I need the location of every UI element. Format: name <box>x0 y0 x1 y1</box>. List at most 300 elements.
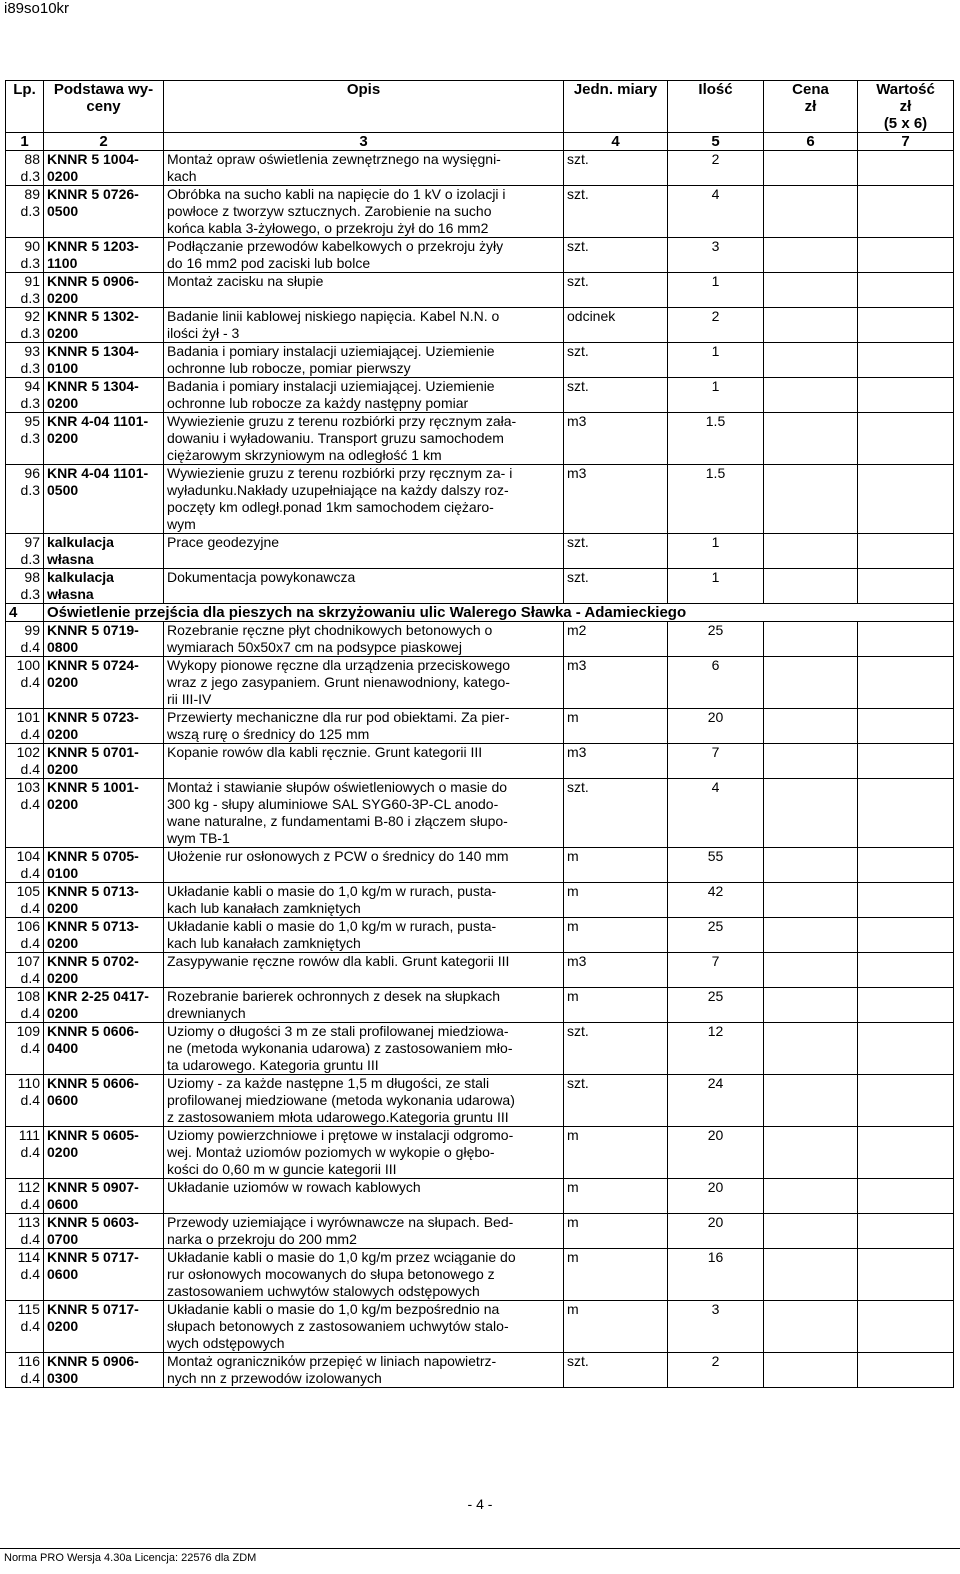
row-opis-text: Wywiezienie gruzu z terenu rozbiórki przy ręcznym za- i wyładunku.Nakłady uzupełniające na każdy dalszy roz- poczęty km odległ.ponad 1km samochodem ciężaro- wym <box>167 465 513 532</box>
row-lp <box>6 569 44 604</box>
row-opis-text: Kopanie rowów dla kabli ręcznie. Grunt kategorii III <box>167 744 483 760</box>
row-value <box>858 569 954 604</box>
row-price <box>764 1179 858 1214</box>
row-opis-text: Rozebranie barierek ochronnych z desek na słupkach drewnianych <box>167 988 501 1021</box>
section-row <box>6 604 954 622</box>
row-unit-text: szt. <box>567 378 589 394</box>
row-podstawa <box>44 744 164 779</box>
row-lp-text: 110 d.4 <box>17 1075 40 1108</box>
row-lp <box>6 1023 44 1075</box>
table-row <box>6 1127 954 1179</box>
row-podstawa <box>44 151 164 186</box>
row-qty <box>668 465 764 534</box>
row-podstawa <box>44 378 164 413</box>
row-value <box>858 413 954 465</box>
row-podstawa <box>44 1249 164 1301</box>
row-unit-text: m3 <box>567 744 587 760</box>
row-lp <box>6 238 44 273</box>
row-price <box>764 343 858 378</box>
row-price <box>764 1127 858 1179</box>
row-lp-text: 106 d.4 <box>16 918 40 951</box>
row-value <box>858 657 954 709</box>
row-value <box>858 988 954 1023</box>
row-opis-text: Montaż opraw oświetlenia zewnętrznego na wysięgni- kach <box>167 151 501 184</box>
colnum-5: 5 <box>668 133 764 151</box>
row-podstawa-text: kalkulacja własna <box>47 534 114 567</box>
row-opis <box>164 151 564 186</box>
table-row <box>6 918 954 953</box>
row-unit <box>564 988 668 1023</box>
row-podstawa-text: KNR 4-04 1101- 0200 <box>47 413 149 446</box>
header-ilosc: Ilość <box>668 81 764 133</box>
row-unit <box>564 1301 668 1353</box>
row-lp-text: 100 d.4 <box>16 657 40 690</box>
row-qty <box>668 779 764 848</box>
row-unit-text: szt. <box>567 186 589 202</box>
row-opis <box>164 657 564 709</box>
table-row <box>6 1179 954 1214</box>
row-unit-text: odcinek <box>567 308 616 324</box>
row-opis <box>164 918 564 953</box>
row-lp <box>6 988 44 1023</box>
row-qty <box>668 744 764 779</box>
header-row <box>6 81 954 133</box>
colnum-4: 4 <box>564 133 668 151</box>
row-qty-text: 2 <box>711 1353 720 1369</box>
row-lp <box>6 186 44 238</box>
row-unit <box>564 1075 668 1127</box>
row-lp <box>6 709 44 744</box>
row-value <box>858 465 954 534</box>
row-qty <box>668 238 764 273</box>
row-lp <box>6 1301 44 1353</box>
table-row <box>6 534 954 569</box>
table-row <box>6 883 954 918</box>
row-lp <box>6 1127 44 1179</box>
row-podstawa <box>44 953 164 988</box>
row-qty <box>668 1179 764 1214</box>
row-qty-text: 20 <box>707 1127 724 1143</box>
row-lp-text: 93 d.3 <box>20 343 40 376</box>
row-lp <box>6 1179 44 1214</box>
row-qty-text: 42 <box>707 883 724 899</box>
row-lp <box>6 622 44 657</box>
row-qty <box>668 953 764 988</box>
row-qty <box>668 848 764 883</box>
row-opis <box>164 186 564 238</box>
row-opis <box>164 343 564 378</box>
row-podstawa <box>44 569 164 604</box>
row-qty-text: 7 <box>711 744 720 760</box>
row-value <box>858 1127 954 1179</box>
row-podstawa-text: KNR 2-25 0417- 0200 <box>47 988 149 1021</box>
row-unit <box>564 1353 668 1388</box>
row-price <box>764 273 858 308</box>
row-lp <box>6 953 44 988</box>
row-price <box>764 883 858 918</box>
row-unit-text: szt. <box>567 343 589 359</box>
row-opis-text: Przewierty mechaniczne dla rur pod obiektami. Za pier- wszą rurę o średnicy do 125 mm <box>167 709 510 742</box>
row-podstawa-text: KNNR 5 0907- 0600 <box>47 1179 139 1212</box>
row-unit-text: szt. <box>567 273 589 289</box>
header-lp: Lp. <box>6 81 44 133</box>
row-qty-text: 20 <box>707 1179 724 1195</box>
row-podstawa <box>44 534 164 569</box>
row-lp-text: 88 d.3 <box>20 151 40 184</box>
row-opis-text: Montaż zacisku na słupie <box>167 273 324 289</box>
row-lp <box>6 465 44 534</box>
row-price <box>764 657 858 709</box>
row-qty-text: 20 <box>707 709 724 725</box>
row-unit-text: m <box>567 883 579 899</box>
row-lp-text: 116 d.4 <box>17 1353 40 1386</box>
row-lp <box>6 1353 44 1388</box>
row-podstawa-text: KNNR 5 1304- 0100 <box>47 343 139 376</box>
row-podstawa <box>44 1353 164 1388</box>
table-row <box>6 1353 954 1388</box>
row-opis-text: Obróbka na sucho kabli na napięcie do 1 kV o izolacji i powłoce z tworzyw sztucznych. Zarobienie na sucho końca kabla 3-żyłowego, o przekroju żył do 16 mm2 <box>167 186 506 236</box>
row-unit-text: m <box>567 1249 579 1265</box>
row-lp-text: 99 d.4 <box>20 622 40 655</box>
row-opis <box>164 413 564 465</box>
row-unit <box>564 569 668 604</box>
row-unit-text: m3 <box>567 657 587 673</box>
row-value <box>858 238 954 273</box>
row-price <box>764 1214 858 1249</box>
row-unit-text: szt. <box>567 779 589 795</box>
header-jedn: Jedn. miary <box>564 81 668 133</box>
row-podstawa-text: KNNR 5 0906- 0200 <box>47 273 139 306</box>
table-row <box>6 848 954 883</box>
row-lp-text: 113 d.4 <box>17 1214 40 1247</box>
row-lp-text: 108 d.4 <box>16 988 40 1021</box>
row-opis-text: Dokumentacja powykonawcza <box>167 569 356 585</box>
row-lp-text: 104 d.4 <box>16 848 40 881</box>
row-unit <box>564 1127 668 1179</box>
row-podstawa-text: KNNR 5 0701- 0200 <box>47 744 139 777</box>
row-qty <box>668 1301 764 1353</box>
row-unit <box>564 378 668 413</box>
row-unit-text: m <box>567 918 579 934</box>
document-id: i89so10kr <box>4 0 70 17</box>
row-qty-text: 25 <box>707 622 724 638</box>
row-opis-text: Wykopy pionowe ręczne dla urządzenia przeciskowego wraz z jego zasypaniem. Grunt nienawodniony, katego- rii III-IV <box>167 657 511 707</box>
row-qty <box>668 413 764 465</box>
colnum-2: 2 <box>44 133 164 151</box>
row-unit <box>564 848 668 883</box>
row-unit <box>564 1179 668 1214</box>
row-podstawa <box>44 1127 164 1179</box>
row-qty <box>668 883 764 918</box>
row-podstawa <box>44 186 164 238</box>
row-opis <box>164 622 564 657</box>
row-qty <box>668 1214 764 1249</box>
row-unit <box>564 779 668 848</box>
row-opis-text: Układanie kabli o masie do 1,0 kg/m w rurach, pusta- kach lub kanałach zamkniętych <box>167 883 497 916</box>
section-number: 4 <box>6 604 44 622</box>
row-podstawa <box>44 657 164 709</box>
row-price <box>764 465 858 534</box>
table-body <box>6 151 954 1388</box>
row-unit <box>564 1214 668 1249</box>
row-podstawa <box>44 622 164 657</box>
table-row <box>6 953 954 988</box>
table-row <box>6 657 954 709</box>
row-value <box>858 1179 954 1214</box>
row-podstawa <box>44 1075 164 1127</box>
row-opis <box>164 883 564 918</box>
row-unit-text: szt. <box>567 569 589 585</box>
colnum-7: 7 <box>858 133 954 151</box>
row-value <box>858 308 954 343</box>
row-qty <box>668 1075 764 1127</box>
row-qty-text: 25 <box>707 988 724 1004</box>
estimate-table <box>5 80 954 1388</box>
row-lp <box>6 657 44 709</box>
row-opis <box>164 709 564 744</box>
row-price <box>764 622 858 657</box>
row-unit-text: m <box>567 848 579 864</box>
row-lp <box>6 273 44 308</box>
row-opis <box>164 953 564 988</box>
column-numbers-row <box>6 133 954 151</box>
row-opis-text: Uziomy - za każde następne 1,5 m długości, ze stali profilowanej miedziowane (metoda wykonania udarowa) z zastosowaniem młota udarowego.Kategoria gruntu III <box>167 1075 515 1125</box>
row-opis <box>164 1301 564 1353</box>
row-unit-text: m <box>567 1127 579 1143</box>
row-opis <box>164 848 564 883</box>
table-row <box>6 1249 954 1301</box>
row-qty <box>668 657 764 709</box>
row-podstawa-text: KNNR 5 0605- 0200 <box>47 1127 139 1160</box>
row-qty <box>668 569 764 604</box>
row-qty-text: 1 <box>711 534 720 550</box>
row-opis <box>164 1214 564 1249</box>
row-qty-text: 1.5 <box>705 413 726 429</box>
row-lp <box>6 1075 44 1127</box>
row-lp-text: 107 d.4 <box>16 953 40 986</box>
row-value <box>858 779 954 848</box>
row-podstawa <box>44 1214 164 1249</box>
row-qty-text: 1.5 <box>705 465 726 481</box>
row-qty-text: 4 <box>711 779 720 795</box>
row-qty-text: 55 <box>707 848 724 864</box>
row-lp <box>6 534 44 569</box>
row-qty-text: 1 <box>711 273 720 289</box>
row-value <box>858 273 954 308</box>
row-opis <box>164 238 564 273</box>
row-lp-text: 94 d.3 <box>20 378 40 411</box>
table-row <box>6 1301 954 1353</box>
row-unit <box>564 622 668 657</box>
row-podstawa-text: KNNR 5 0606- 0400 <box>47 1023 139 1056</box>
row-price <box>764 308 858 343</box>
row-podstawa <box>44 465 164 534</box>
row-opis-text: Montaż ogranicznikόw przepięć w liniach napowietrz- nych nn z przewodów izolowanych <box>167 1353 497 1386</box>
row-opis <box>164 569 564 604</box>
row-qty-text: 6 <box>711 657 720 673</box>
table-row <box>6 308 954 343</box>
row-podstawa-text: kalkulacja własna <box>47 569 114 602</box>
row-opis-text: Uziomy o długości 3 m ze stali profilowanej miedziowa- ne (metoda wykonania udarowa) z zastosowaniem mło- ta udarowego. Kategoria gruntu III <box>167 1023 513 1073</box>
row-price <box>764 709 858 744</box>
row-opis <box>164 308 564 343</box>
row-opis-text: Ułożenie rur osłonowych z PCW o średnicy do 140 mm <box>167 848 509 864</box>
table-row <box>6 186 954 238</box>
row-unit-text: m <box>567 988 579 1004</box>
row-lp-text: 89 d.3 <box>20 186 40 219</box>
row-lp-text: 111 d.4 <box>18 1127 40 1160</box>
table-row <box>6 779 954 848</box>
row-unit <box>564 1249 668 1301</box>
row-price <box>764 988 858 1023</box>
row-lp-text: 96 d.3 <box>20 465 40 498</box>
row-value <box>858 1023 954 1075</box>
row-lp-text: 102 d.4 <box>16 744 40 777</box>
row-opis <box>164 779 564 848</box>
row-lp-text: 97 d.3 <box>20 534 40 567</box>
row-lp <box>6 378 44 413</box>
row-price <box>764 413 858 465</box>
row-opis <box>164 534 564 569</box>
row-qty-text: 3 <box>711 1301 720 1317</box>
table-row <box>6 1023 954 1075</box>
table-row <box>6 413 954 465</box>
row-opis-text: Układanie uziomów w rowach kablowych <box>167 1179 421 1195</box>
row-podstawa-text: KNNR 5 1004- 0200 <box>47 151 139 184</box>
row-value <box>858 378 954 413</box>
row-price <box>764 186 858 238</box>
row-qty <box>668 709 764 744</box>
row-podstawa-text: KNNR 5 0717- 0600 <box>47 1249 139 1282</box>
row-value <box>858 343 954 378</box>
row-opis <box>164 1127 564 1179</box>
row-unit <box>564 1023 668 1075</box>
row-podstawa-text: KNNR 5 0717- 0200 <box>47 1301 139 1334</box>
row-price <box>764 238 858 273</box>
row-opis <box>164 273 564 308</box>
row-opis-text: Układanie kabli o masie do 1,0 kg/m przez wciąganie do rur osłonowych mocowanych do słupa betonowego z zastosowaniem uchwytów stalowych odstępowych <box>167 1249 516 1299</box>
row-price <box>764 1075 858 1127</box>
row-unit <box>564 413 668 465</box>
colnum-3: 3 <box>164 133 564 151</box>
row-podstawa <box>44 988 164 1023</box>
row-lp <box>6 1249 44 1301</box>
table-row <box>6 273 954 308</box>
row-podstawa <box>44 883 164 918</box>
row-podstawa <box>44 1301 164 1353</box>
row-podstawa-text: KNNR 5 0603- 0700 <box>47 1214 139 1247</box>
row-value <box>858 622 954 657</box>
row-unit <box>564 186 668 238</box>
row-unit-text: m <box>567 1214 579 1230</box>
row-opis <box>164 1023 564 1075</box>
page-number: - 4 - <box>467 1496 493 1512</box>
row-podstawa-text: KNNR 5 0713- 0200 <box>47 883 139 916</box>
row-qty-text: 3 <box>711 238 720 254</box>
row-unit <box>564 953 668 988</box>
row-podstawa <box>44 343 164 378</box>
row-lp <box>6 848 44 883</box>
table-row <box>6 238 954 273</box>
row-unit-text: m3 <box>567 953 587 969</box>
row-podstawa-text: KNNR 5 0713- 0200 <box>47 918 139 951</box>
header-podstawa: Podstawa wy- ceny <box>44 81 164 133</box>
row-qty <box>668 1023 764 1075</box>
row-podstawa <box>44 779 164 848</box>
row-lp-text: 101 d.4 <box>16 709 40 742</box>
row-qty <box>668 343 764 378</box>
row-unit-text: szt. <box>567 1023 589 1039</box>
row-opis-text: Podłączanie przewodów kabelkowych o przekroju żyły do 16 mm2 pod zaciski lub bolce <box>167 238 504 271</box>
row-unit <box>564 343 668 378</box>
row-price <box>764 569 858 604</box>
row-value <box>858 1249 954 1301</box>
row-unit <box>564 465 668 534</box>
row-unit <box>564 151 668 186</box>
row-opis-text: Badania i pomiary instalacji uziemiającej. Uziemienie ochronne lub robocze za każdy następny pomiar <box>167 378 495 411</box>
row-opis <box>164 988 564 1023</box>
row-podstawa <box>44 308 164 343</box>
row-podstawa-text: KNNR 5 1302- 0200 <box>47 308 139 341</box>
row-unit-text: szt. <box>567 151 589 167</box>
row-opis <box>164 378 564 413</box>
row-opis-text: Prace geodezyjne <box>167 534 280 550</box>
row-podstawa-text: KNNR 5 0705- 0100 <box>47 848 139 881</box>
row-value <box>858 953 954 988</box>
row-podstawa-text: KNNR 5 1203- 1100 <box>47 238 139 271</box>
row-value <box>858 848 954 883</box>
row-value <box>858 1214 954 1249</box>
header-opis: Opis <box>164 81 564 133</box>
row-lp-text: 112 d.4 <box>17 1179 40 1212</box>
row-value <box>858 151 954 186</box>
footer-divider <box>0 1548 960 1549</box>
header-wartosc: Wartość zł (5 x 6) <box>858 81 954 133</box>
row-lp <box>6 1214 44 1249</box>
section-title: Oświetlenie przejścia dla pieszych na skrzyżowaniu ulic Walerego Sławka - Adamieckiego <box>44 604 954 622</box>
row-opis-text: Badanie linii kablowej niskiego napięcia. Kabel N.N. o ilości żył - 3 <box>167 308 500 341</box>
row-lp <box>6 883 44 918</box>
row-unit-text: m3 <box>567 465 587 481</box>
row-unit <box>564 308 668 343</box>
row-unit-text: m <box>567 1301 579 1317</box>
table-row <box>6 343 954 378</box>
row-unit <box>564 273 668 308</box>
row-unit-text: m <box>567 1179 579 1195</box>
row-price <box>764 1249 858 1301</box>
table-row <box>6 1214 954 1249</box>
row-qty <box>668 918 764 953</box>
footer-text: Norma PRO Wersja 4.30a Licencja: 22576 dla ZDM <box>4 1552 257 1564</box>
row-lp-text: 95 d.3 <box>20 413 40 446</box>
row-podstawa-text: KNR 4-04 1101- 0500 <box>47 465 149 498</box>
row-podstawa <box>44 709 164 744</box>
row-podstawa-text: KNNR 5 0719- 0800 <box>47 622 139 655</box>
row-price <box>764 848 858 883</box>
row-lp <box>6 918 44 953</box>
row-opis-text: Przewody uziemiające i wyrównawcze na słupach. Bed- narka o przekroju do 200 mm2 <box>167 1214 514 1247</box>
row-qty-text: 4 <box>711 186 720 202</box>
row-qty <box>668 378 764 413</box>
row-unit <box>564 238 668 273</box>
row-qty-text: 1 <box>711 378 720 394</box>
row-lp <box>6 151 44 186</box>
row-price <box>764 378 858 413</box>
row-unit <box>564 709 668 744</box>
row-opis <box>164 1179 564 1214</box>
row-podstawa-text: KNNR 5 1304- 0200 <box>47 378 139 411</box>
row-lp <box>6 308 44 343</box>
